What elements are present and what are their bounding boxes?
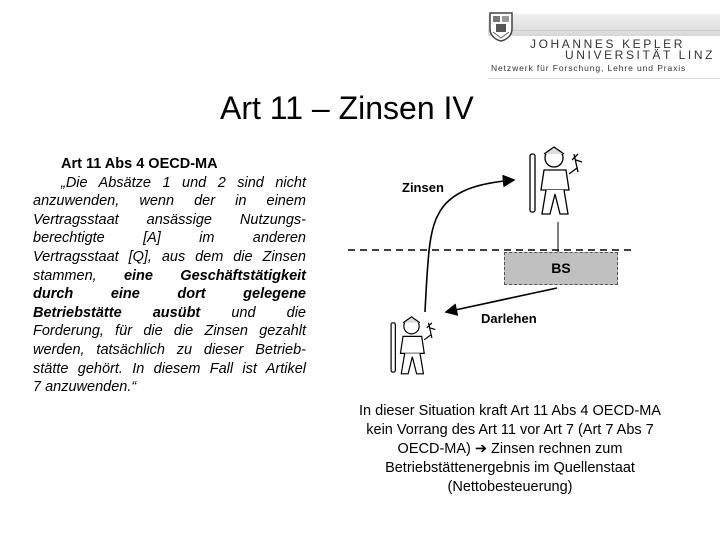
- quote-segment: stammen,: [33, 267, 124, 284]
- quote-bold-segment: eine Geschäftstätigkeit: [123, 267, 306, 284]
- person-figure-icon: [391, 317, 435, 374]
- quote-segment: berechtigte [A] im anderen: [33, 230, 306, 247]
- quote-segment: und die: [200, 304, 306, 321]
- quote-heading: Art 11 Abs 4 OECD-MA: [61, 156, 218, 172]
- zinsen-label: Zinsen: [402, 180, 444, 195]
- quote-bold-segment: Betriebstätte ausübt: [33, 304, 201, 321]
- darlehen-label: Darlehen: [481, 311, 537, 326]
- quote-segment: stätte gehört. In diesem Fall ist Artikel: [33, 360, 306, 377]
- quote-bold-segment: durch eine dort gelegene: [33, 286, 306, 303]
- logo-tagline: Netzwerk für Forschung, Lehre und Praxis: [491, 63, 687, 73]
- quote-segment: Vertragsstaat [Q], aus dem die Zinsen: [33, 248, 306, 265]
- darlehen-arrow: [446, 288, 557, 312]
- quote-segment: „Die Absätze 1 und 2 sind nicht: [61, 174, 306, 191]
- quote-segment: 7 anzuwenden.“: [33, 379, 137, 396]
- summary-text: In dieser Situation kraft Art 11 Abs 4 OECD-MA kein Vorrang des Art 11 vor Art 7 (Art 7 Abs 7 OECD-MA) ➔ Zinsen rechnen zum Betriebstättenergebnis im Quellenstaat (Nettobesteuerung): [359, 403, 661, 495]
- slide-title: Art 11 – Zinsen IV: [220, 90, 474, 126]
- quote-segment: Vertragsstaat ansässige Nutzungs-: [33, 211, 306, 228]
- quote-segment: Forderung, für die die Zinsen gezahlt: [33, 323, 306, 340]
- quote-segment: werden, tatsächlich zu dieser Betrieb-: [33, 341, 306, 358]
- betriebstaette-box: BS: [504, 252, 618, 285]
- logo-text-line2: UNIVERSITÄT LINZ: [565, 48, 716, 62]
- quote-segment: anzuwenden, wenn der in einem: [33, 193, 306, 210]
- zinsen-arrow: [425, 180, 514, 312]
- logo-text-line1: JOHANNES KEPLER: [530, 37, 686, 51]
- person-figure-icon: [530, 147, 582, 214]
